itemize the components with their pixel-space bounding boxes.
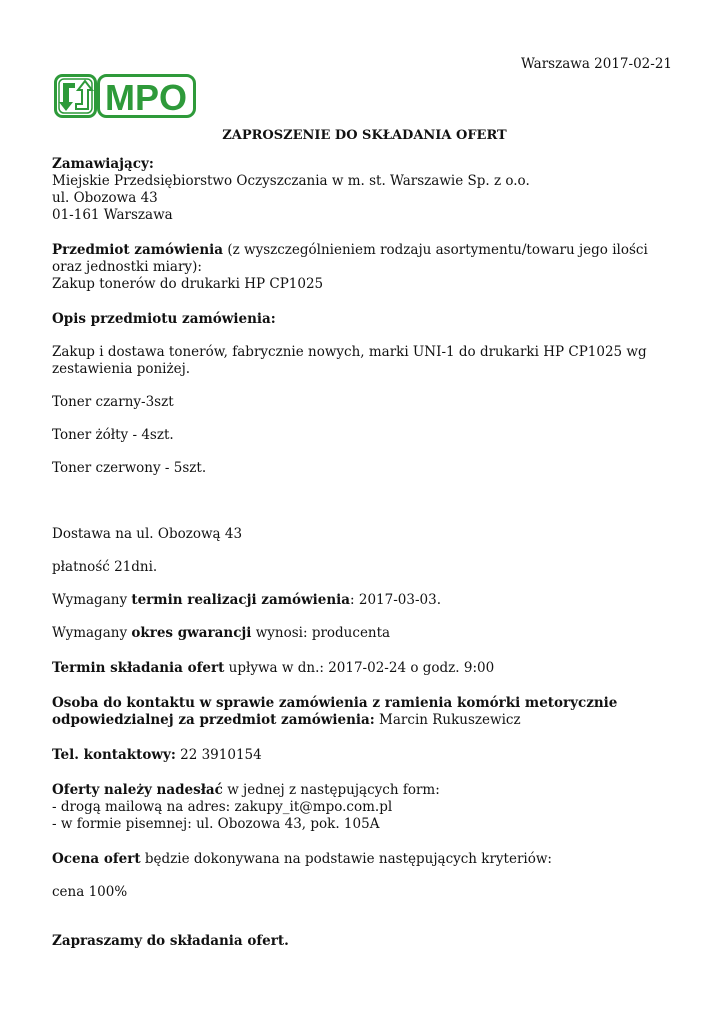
zamawiajacy-line: ul. Obozowa 43 [52,190,158,206]
termin-skladania-label: Termin składania ofert [52,660,225,676]
termin-realizacji-value: : 2017-03-03. [350,592,441,608]
mpo-logo-graphic [54,74,196,118]
mpo-logo-text: MPO [104,77,188,118]
osoba-kontaktowa [52,695,677,729]
section-zamawiajacy [52,156,677,224]
dostawa-text: Dostawa na ul. Obozową 43 [52,526,243,542]
oferty-email-line: - drogą mailową na adres: zakupy_it@mpo.com.pl [52,799,393,815]
document-date: Warszawa 2017-02-21 [520,56,672,72]
opis-item: Toner czarny-3szt [52,394,174,410]
gwarancja-value: wynosi: producenta [251,625,391,641]
zamawiajacy-line: Miejskie Przedsiębiorstwo Oczyszczania w m. st. Warszawie Sp. z o.o. [52,173,530,189]
telefon-kontaktowy [52,747,677,764]
termin-realizacji-prefix: Wymagany [52,592,132,608]
przedmiot-note: (z wyszczególnieniem rodzaju asortymentu/towaru jego ilości oraz jednostki miary): [52,242,648,275]
zamawiajacy-line: 01-161 Warszawa [52,207,173,223]
document-title: ZAPROSZENIE DO SKŁADANIA OFERT [222,128,507,143]
opis-item: Toner czerwony - 5szt. [52,460,207,476]
document-body [52,127,677,950]
ocena-ofert [52,851,677,868]
opis-item: Toner żółty - 4szt. [52,427,174,443]
telefon-value: 22 3910154 [175,747,262,763]
przedmiot-value: Zakup tonerów do drukarki HP CP1025 [52,276,324,292]
oferty-label: Oferty należy nadesłać [52,782,223,798]
termin-skladania-value: upływa w dn.: 2017-02-24 o godz. 9:00 [224,660,495,676]
opis-label: Opis przedmiotu zamówienia: [52,311,276,327]
kryterium-cena: cena 100% [52,884,128,900]
telefon-label: Tel. kontaktowy: [52,747,176,763]
opis-text: Zakup i dostawa tonerów, fabrycznie nowych, marki UNI-1 do drukarki HP CP1025 wg zestawienia poniżej. [52,344,647,377]
ocena-value: będzie dokonywana na podstawie następujących kryteriów: [140,851,552,867]
gwarancja-label: okres gwarancji [131,625,252,641]
zamawiajacy-label: Zamawiający: [52,156,154,172]
closing-text: Zapraszamy do składania ofert. [52,933,289,949]
przedmiot-heading [52,242,677,276]
termin-realizacji-label: termin realizacji zamówienia [131,592,351,608]
section-opis [52,311,677,328]
okres-gwarancji [52,625,677,642]
section-przedmiot [52,242,677,293]
oferty-heading [52,782,677,799]
mpo-logo [54,74,196,118]
section-oferty [52,782,677,833]
ocena-label: Ocena ofert [52,851,141,867]
kontakt-value: Marcin Rukuszewicz [374,712,521,728]
gwarancja-prefix: Wymagany [52,625,132,641]
termin-skladania [52,660,677,677]
oferty-value: w jednej z następujących form: [222,782,440,798]
oferty-post-line: - w formie pisemnej: ul. Obozowa 43, pok. 105A [52,816,380,832]
termin-realizacji [52,592,677,609]
platnosc-text: płatność 21dni. [52,559,158,575]
przedmiot-label: Przedmiot zamówienia [52,242,224,258]
kontakt-label: Osoba do kontaktu w sprawie zamówienia z ramienia komórki metorycznie odpowiedzialnej za przedmiot zamówienia: [52,695,618,728]
